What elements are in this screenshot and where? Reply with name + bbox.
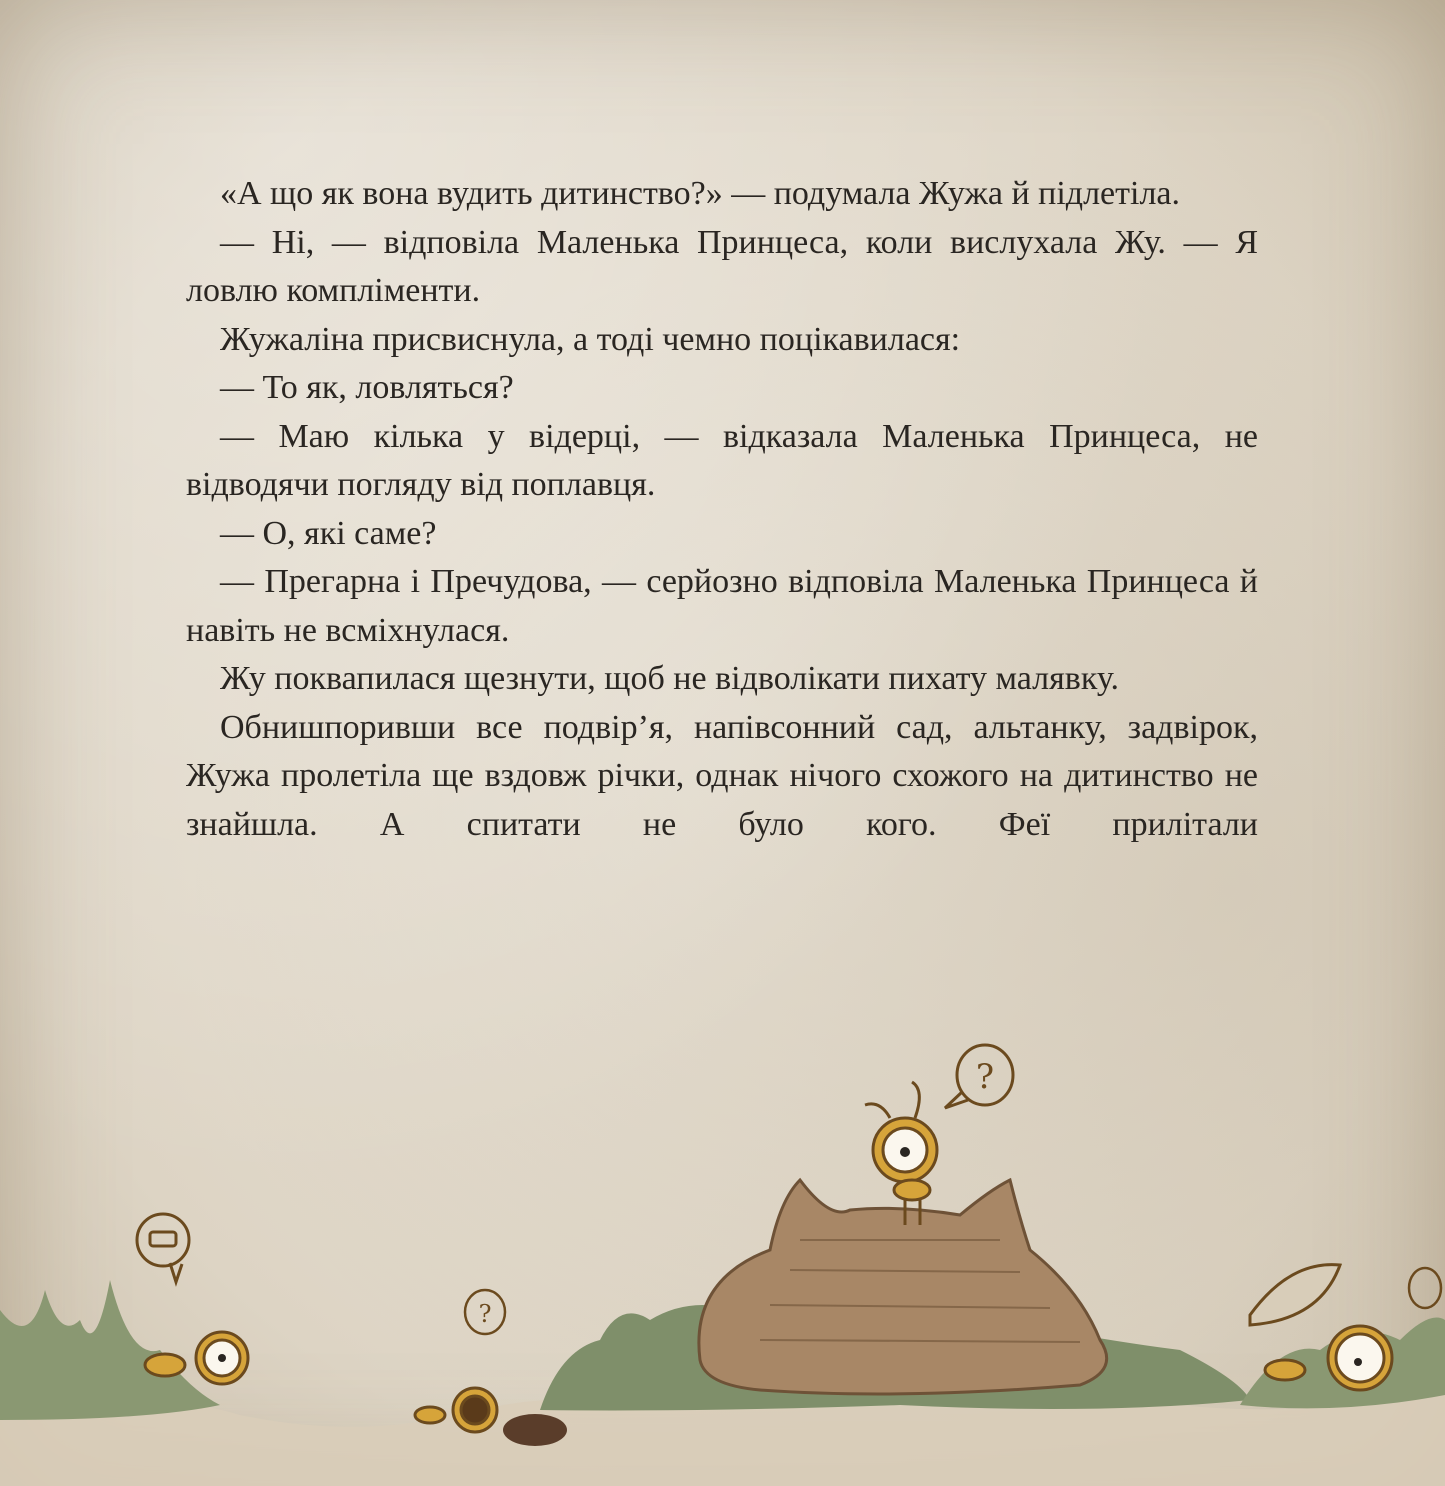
dark-rock: [503, 1414, 567, 1446]
paragraph: — Ні, — відповіла Маленька Принцеса, коли вислухала Жу. — Я ловлю компліменти.: [186, 223, 1258, 309]
tree-stump-icon: [699, 1180, 1107, 1394]
paragraph: — Прегарна і Пречудова, — серйозно відповіла Маленька Принцеса й навіть не всміхнулася.: [186, 563, 1258, 649]
question-speech-bubble-icon: [1409, 1268, 1441, 1308]
question-speech-bubble-icon: [945, 1045, 1013, 1108]
bubble-question-mark: ?: [975, 1057, 995, 1097]
paragraph: Жу поквапилася щезнути, щоб не відволікати пихату малявку.: [220, 660, 1119, 697]
story-text: [186, 170, 1258, 849]
paragraph: — Маю кілька у відерці, — відказала Маленька Принцеса, не відводячи погляду від поплавця.: [186, 417, 1258, 503]
grimace-speech-bubble-icon: [137, 1214, 189, 1282]
paragraph: — То як, ловляться?: [220, 369, 514, 406]
leaf-icon: [1250, 1265, 1340, 1325]
bug-creature-icon: [865, 1082, 937, 1225]
paragraph: — О, які саме?: [220, 514, 437, 552]
paragraph: Обнишпоривши все подвір’я, напівсонний сад, альтанку, задвірок, Жужа пролетіла ще вздовж річки, однак нічого схожого на дитинство не знайшла. А спитати не було кого. Феї прилітали: [186, 708, 1258, 843]
question-speech-bubble-icon: [465, 1290, 505, 1334]
bug-creature-icon: [145, 1332, 248, 1384]
bubble-question-mark: ?: [478, 1300, 492, 1328]
grass-left: [0, 1280, 220, 1420]
paragraph: Жужаліна присвиснула, а тоді чемно поцікавилася:: [220, 320, 961, 358]
paragraph: «А що як вона вудить дитинство?» — подумала Жужа й підлетіла.: [220, 175, 1181, 212]
meadow-illustration: [0, 1020, 1445, 1486]
